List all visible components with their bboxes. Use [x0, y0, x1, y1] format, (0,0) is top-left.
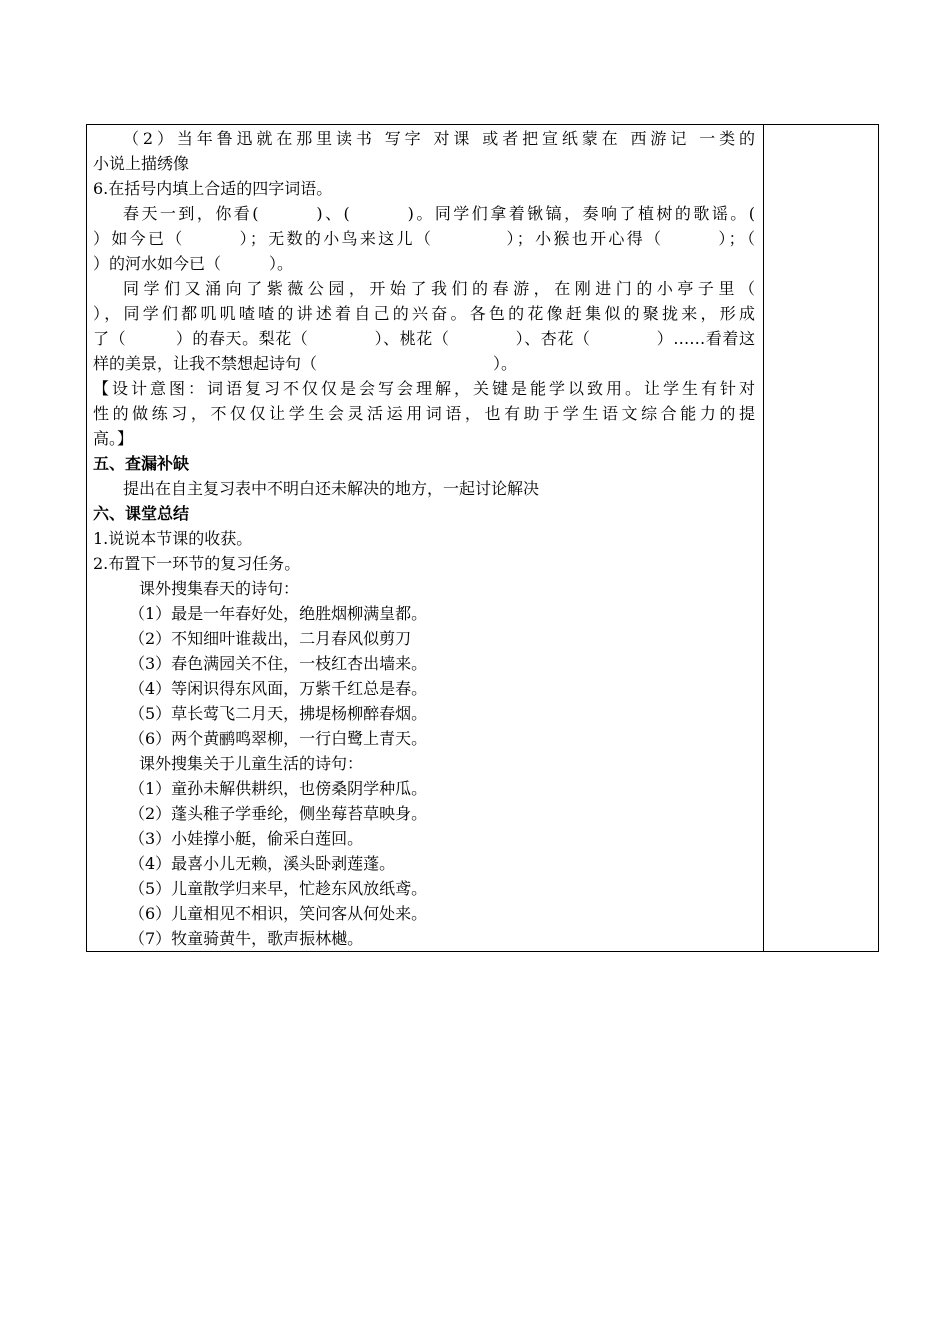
- child-poems-intro: 课外搜集关于儿童生活的诗句：: [139, 754, 364, 773]
- exercise-6-para-1-line-2: ）如今已（ ）；无数的小鸟来这儿（ ）；小猴也开心得（ ）；（: [93, 229, 755, 248]
- design-note-line-3: 高。】: [93, 429, 134, 448]
- child-poem: （5）儿童散学归来早，忙趁东风放纸鸢。: [129, 879, 428, 898]
- spring-poem: （4）等闲识得东风面，万紫千红总是春。: [129, 679, 428, 698]
- design-note-line-2: 性的做练习，不仅仅让学生会灵活运用词语，也有助于学生语文综合能力的提: [93, 404, 755, 423]
- exercise-5-line-2: 小说上描绣像: [93, 154, 190, 173]
- table-row: [87, 125, 879, 952]
- side-notes-cell: [764, 125, 879, 952]
- child-poem: （1）童孙未解供耕织，也傍桑阴学种瓜。: [129, 779, 428, 798]
- section-5-text: 提出在自主复习表中不明白还未解决的地方，一起讨论解决: [123, 479, 540, 498]
- section-6-heading: 六、课堂总结: [93, 504, 190, 523]
- spring-poem: （2）不知细叶谁裁出，二月春风似剪刀: [129, 629, 412, 648]
- spring-poem: （3）春色满园关不住，一枝红杏出墙来。: [129, 654, 428, 673]
- summary-item-2: 2.布置下一环节的复习任务。: [93, 554, 301, 573]
- child-poem: （7）牧童骑黄牛，歌声振林樾。: [129, 929, 364, 948]
- exercise-6-para-2-line-2: ），同学们都叽叽喳喳的讲述着自己的兴奋。各色的花像赶集似的聚拢来，形成: [93, 304, 755, 323]
- child-poem: （6）儿童相见不相识，笑问客从何处来。: [129, 904, 428, 923]
- summary-item-1: 1.说说本节课的收获。: [93, 529, 253, 548]
- child-poem: （2）蓬头稚子学垂纶，侧坐莓苔草映身。: [129, 804, 428, 823]
- exercise-6-para-1-line-1: 春天一到，你看( )、( )。同学们拿着锹镐，奏响了植树的歌谣。(: [123, 204, 755, 223]
- child-poem: （3）小娃撑小艇，偷采白莲回。: [129, 829, 364, 848]
- child-poem: （4）最喜小儿无赖，溪头卧剥莲蓬。: [129, 854, 396, 873]
- spring-poem: （6）两个黄鹂鸣翠柳，一行白鹭上青天。: [129, 729, 428, 748]
- section-5-heading: 五、查漏补缺: [93, 454, 190, 473]
- spring-poem: （5）草长莺飞二月天，拂堤杨柳醉春烟。: [129, 704, 428, 723]
- lesson-table: [86, 124, 879, 952]
- exercise-6-para-2-line-4: 样的美景，让我不禁想起诗句（ ）。: [93, 354, 518, 373]
- design-note-line-1: 【设计意图：词语复习不仅仅是会写会理解，关键是能学以致用。让学生有针对: [93, 379, 755, 398]
- exercise-6-title: 6.在括号内填上合适的四字词语。: [93, 179, 333, 198]
- exercise-5-line-1: （2）当年鲁迅就在那里读书 写字 对课 或者把宣纸蒙在 西游记 一类的: [123, 129, 755, 148]
- spring-poem: （1）最是一年春好处，绝胜烟柳满皇都。: [129, 604, 428, 623]
- exercise-6-para-1-line-3: ）的河水如今已（ ）。: [93, 254, 294, 273]
- exercise-6-para-2-line-1: 同学们又涌向了紫薇公园，开始了我们的春游，在刚进门的小亭子里（: [123, 279, 755, 298]
- spring-poems-intro: 课外搜集春天的诗句：: [139, 579, 300, 598]
- main-content-cell: [87, 125, 764, 952]
- exercise-6-para-2-line-3: 了（ ）的春天。梨花（ ）、桃花（ ）、杏花（ ）……看着这: [93, 329, 755, 348]
